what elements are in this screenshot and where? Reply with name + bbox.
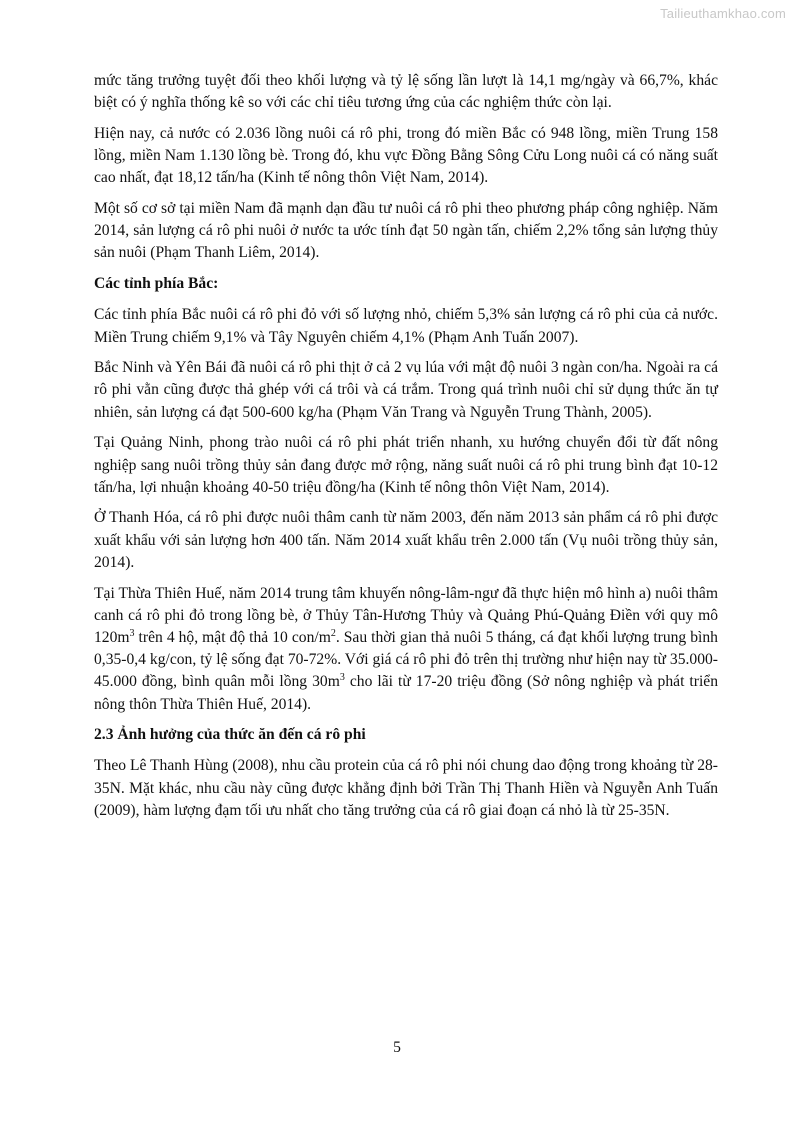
text-segment: trên 4 hộ, mật độ thả 10 con/m [134, 628, 331, 646]
paragraph-protein-requirement: Theo Lê Thanh Hùng (2008), nhu cầu protein của cá rô phi nói chung dao động trong khoảng từ 28-35N. Mặt khác, nhu cầu này cũng được khẳng định bởi Trần Thị Thanh Hiền và Nguyễn Anh Tuấn (2009), hàm lượng đạm tối ưu nhất cho tăng trưởng của cá rô giai đoạn cá nhỏ là từ 25-35N. [94, 757, 718, 819]
paragraph-national-cages: Hiện nay, cả nước có 2.036 lồng nuôi cá rô phi, trong đó miền Bắc có 948 lồng, miền Trung 158 lồng, miền Nam 1.130 lồng bè. Trong đó, khu vực Đồng Bằng Sông Cửu Long nuôi cá có năng suất cao nhất, đạt 18,12 tấn/ha (Kinh tế nông thôn Việt Nam, 2014). [94, 124, 718, 187]
paragraph-growth-survival: mức tăng trưởng tuyệt đối theo khối lượng và tỷ lệ sống lần lượt là 14,1 mg/ngày và 66,7%, khác biệt có ý nghĩa thống kê so với các chỉ tiêu tương ứng của các nghiệm thức còn lại. [94, 72, 718, 112]
superscript: 3 [129, 627, 135, 639]
paragraph-southern-industrial: Một số cơ sở tại miền Nam đã mạnh dạn đầu tư nuôi cá rô phi theo phương pháp công nghiệp. Năm 2014, sản lượng cá rô phi nuôi ở nước ta ước tính đạt 50 ngàn tấn, chiếm 2,2% tổng sản lượng thủy sản nuôi (Phạm Thanh Liêm, 2014). [94, 200, 718, 262]
text-segment: cho lãi từ 17-20 triệu đồng (Sở nông nghiệp và phát triển nông thôn Thừa Thiên Huế, 2014). [94, 673, 718, 713]
paragraph-bac-ninh-yen-bai: Bắc Ninh và Yên Bái đã nuôi cá rô phi thịt ở cả 2 vụ lúa với mật độ nuôi 3 ngàn con/ha. Ngoài ra cá rô phi vằn cũng được thả ghép với cá trôi và cá trắm. Trong quá trình nuôi chỉ sử dụng thức ăn tự nhiên, sản lượng cá đạt 500-600 kg/ha (Phạm Văn Trang và Nguyễn Trung Thành, 2005). [94, 359, 718, 421]
watermark: Tailieuthamkhao.com [660, 6, 786, 21]
superscript: 2 [330, 627, 336, 639]
superscript: 3 [339, 672, 345, 684]
text-segment: . Sau thời gian thả nuôi 5 tháng, cá đạt khối lượng trung bình 0,35-0,4 kg/con, tỷ lệ sống đạt 70-72%. Với giá cá rô phi đỏ trên thị trường như hiện nay từ 35.000-45.000 đồng, bình quân mỗi lồng 30m [94, 628, 718, 691]
paragraph-thanh-hoa: Ở Thanh Hóa, cá rô phi được nuôi thâm canh từ năm 2003, đến năm 2013 sản phẩm cá rô phi được xuất khẩu với sản lượng hơn 400 tấn. Năm 2014 xuất khẩu trên 2.000 tấn (Vụ nuôi trồng thủy sản, 2014). [94, 509, 718, 571]
paragraph-quang-ninh: Tại Quảng Ninh, phong trào nuôi cá rô phi phát triển nhanh, xu hướng chuyển đổi từ đất nông nghiệp sang nuôi trồng thủy sản đang được mở rộng, năng suất nuôi cá rô phi trung bình đạt 10-12 tấn/ha, lợi nhuận khoảng 40-50 triệu đồng/ha (Kinh tế nông thôn Việt Nam, 2014). [94, 434, 718, 496]
paragraph-thua-thien-hue [94, 583, 718, 716]
paragraph-northern-share: Các tỉnh phía Bắc nuôi cá rô phi đỏ với số lượng nhỏ, chiếm 5,3% sản lượng cá rô phi của cả nước. Miền Trung chiếm 9,1% và Tây Nguyên chiếm 4,1% (Phạm Anh Tuấn 2007). [94, 306, 718, 346]
page-number: 5 [393, 1039, 401, 1056]
text-segment: Tại Thừa Thiên Huế, năm 2014 trung tâm khuyến nông-lâm-ngư đã thực hiện mô hình a) nuôi thâm canh cá rô phi đỏ trong lồng bè, ở Thủy Tân-Hương Thủy và Quảng Phú-Quảng Điền với quy mô 120m [94, 584, 718, 646]
heading-section-2-3: 2.3 Ảnh hưởng của thức ăn đến cá rô phi [94, 726, 366, 744]
document-body [94, 70, 718, 831]
heading-northern-provinces: Các tỉnh phía Bắc: [94, 275, 219, 293]
